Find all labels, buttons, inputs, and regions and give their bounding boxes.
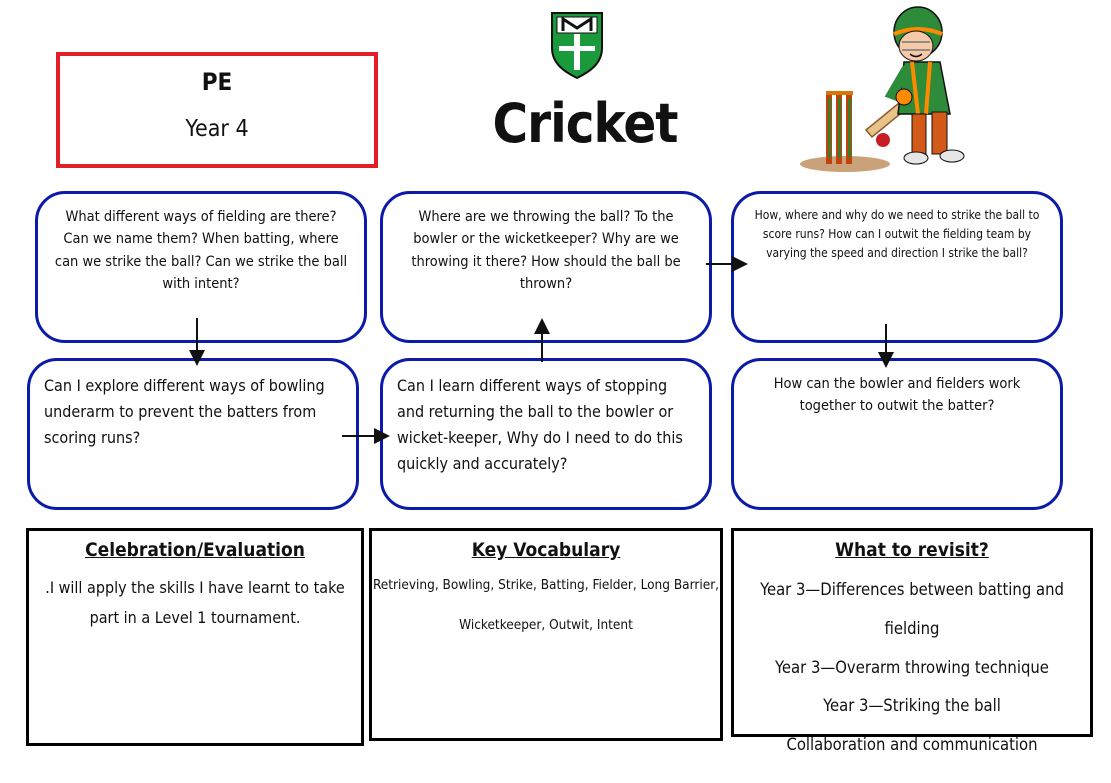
- question-text: How, where and why do we need to strike the ball to score runs? How can I outwit the fielding team by varying the speed and direction I strike the ball?: [754, 208, 1040, 261]
- celebration-panel: [26, 528, 364, 746]
- question-text: What different ways of fielding are there? Can we name them? When batting, where can we strike the ball? Can we strike the ball with intent?: [54, 209, 348, 293]
- cricket-player-illustration: [800, 2, 980, 174]
- revisit-title: What to revisit?: [835, 539, 989, 561]
- revisit-item: Collaboration and communication: [786, 735, 1038, 755]
- question-text: Where are we throwing the ball? To the bowler or the wicketkeeper? Why are we throwing it there? How should the ball be thrown?: [411, 209, 681, 293]
- vocabulary-line-1: Retrieving, Bowling, Strike, Batting, Fielder, Long Barrier,: [372, 577, 720, 593]
- question-box-striking: [731, 191, 1063, 343]
- subject-box: [56, 52, 378, 168]
- question-text: Can I explore different ways of bowling underarm to prevent the batters from scoring runs?: [44, 376, 325, 447]
- page-title: Cricket: [492, 92, 678, 155]
- year-label: Year 4: [185, 116, 249, 142]
- question-box-throwing: [380, 191, 712, 343]
- subject-label: PE: [201, 68, 233, 96]
- revisit-item: Year 3—Overarm throwing technique: [775, 657, 1049, 677]
- revisit-item: Year 3—Differences between batting and fielding: [760, 580, 1064, 638]
- celebration-title: Celebration/Evaluation: [85, 539, 305, 561]
- question-text: Can I learn different ways of stopping and returning the ball to the bowler or wicket-keeper, Why do I need to do this quickly and accurately?: [397, 376, 683, 473]
- vocabulary-line-2: Wicketkeeper, Outwit, Intent: [459, 617, 633, 633]
- vocabulary-title: Key Vocabulary: [471, 539, 621, 561]
- question-text: How can the bowler and fielders work together to outwit the batter?: [773, 376, 1021, 415]
- celebration-text: .I will apply the skills I have learnt to take part in a Level 1 tournament.: [45, 578, 345, 628]
- revisit-item: Year 3—Striking the ball: [823, 696, 1001, 716]
- question-box-fielding-batting: [35, 191, 367, 343]
- revisit-panel: [731, 528, 1093, 755]
- vocabulary-panel: [369, 528, 723, 741]
- question-box-bowling: [27, 358, 359, 510]
- question-box-teamwork: [731, 358, 1063, 510]
- question-box-stopping-returning: [380, 358, 712, 510]
- school-crest-logo: [549, 10, 605, 80]
